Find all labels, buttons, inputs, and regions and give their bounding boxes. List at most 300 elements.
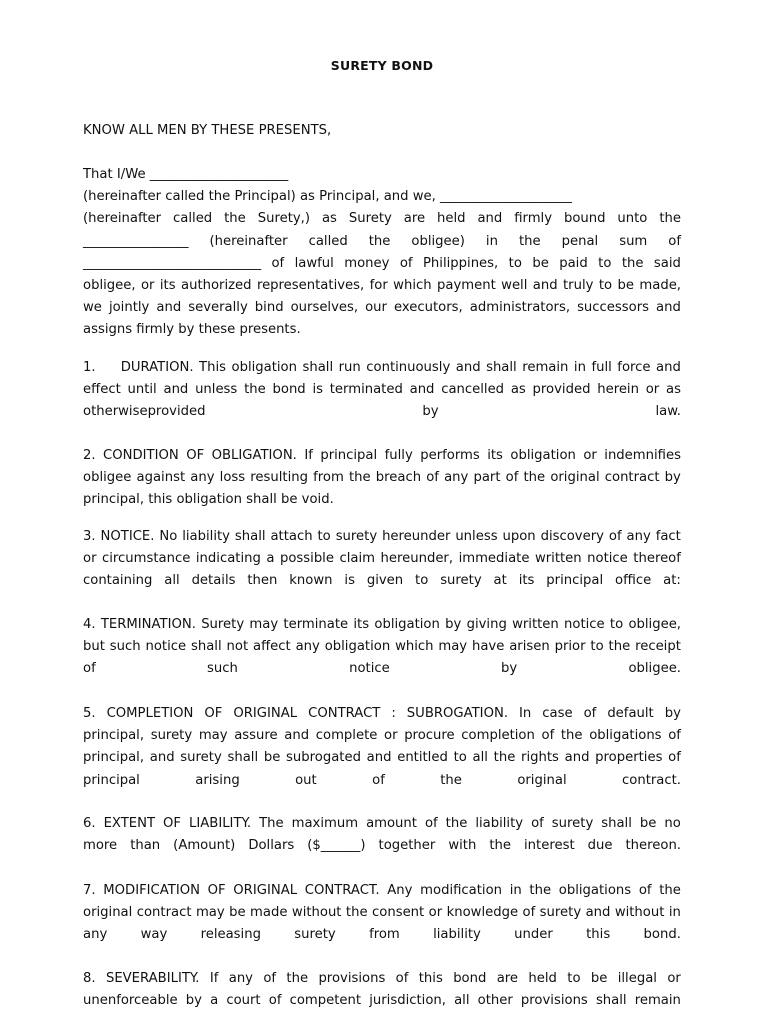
word: This bbox=[199, 360, 226, 375]
word: modification bbox=[420, 883, 503, 898]
word: to bbox=[598, 255, 612, 271]
clause-line bbox=[83, 902, 681, 924]
word: may bbox=[438, 639, 468, 655]
clause-notice bbox=[83, 526, 681, 593]
word: all bbox=[164, 573, 180, 589]
word: or bbox=[140, 278, 155, 294]
word: its bbox=[159, 278, 176, 294]
word: which bbox=[395, 639, 434, 655]
word: office bbox=[615, 573, 652, 589]
clause-line bbox=[83, 813, 681, 835]
word: resulting bbox=[250, 470, 308, 486]
word: of bbox=[426, 470, 439, 486]
word: 1. DURATION. bbox=[83, 360, 194, 375]
word: well bbox=[501, 278, 528, 294]
word: shall bbox=[234, 529, 266, 544]
word: COMPLETION bbox=[106, 706, 194, 721]
word: written bbox=[534, 551, 582, 567]
word: terminated bbox=[329, 382, 403, 398]
word: 2. bbox=[83, 448, 96, 463]
word: arisen bbox=[509, 639, 550, 655]
word: jurisdiction, bbox=[369, 993, 446, 1009]
word: full bbox=[591, 360, 612, 375]
word: and bbox=[409, 382, 435, 398]
word: to bbox=[567, 971, 581, 986]
word: CONDITION bbox=[103, 448, 179, 463]
word: TERMINATION. bbox=[100, 617, 196, 632]
word: by bbox=[664, 470, 681, 486]
word: Any bbox=[387, 883, 413, 898]
word: we bbox=[83, 300, 102, 316]
clause-line bbox=[83, 770, 681, 792]
clause-line bbox=[83, 924, 681, 946]
word: : bbox=[391, 706, 396, 721]
word: its bbox=[353, 617, 370, 632]
word: and bbox=[156, 300, 182, 316]
word: containing bbox=[83, 573, 153, 589]
word: shall bbox=[227, 750, 259, 766]
word: run bbox=[338, 360, 361, 375]
word: called bbox=[308, 233, 348, 249]
word: and bbox=[656, 360, 681, 375]
word: 4. bbox=[83, 617, 96, 632]
word: any bbox=[190, 470, 215, 486]
word: and bbox=[163, 382, 189, 398]
word: its bbox=[518, 573, 535, 589]
word: firmly bbox=[514, 211, 553, 227]
word: the bbox=[224, 211, 246, 227]
word: No bbox=[159, 529, 178, 544]
word: prior bbox=[554, 639, 586, 655]
word: hereunder, bbox=[380, 551, 454, 567]
word: procure bbox=[404, 728, 455, 744]
clause-condition-of-obligation bbox=[83, 445, 681, 512]
word: 3. bbox=[83, 529, 96, 544]
word: ORIGINAL bbox=[233, 883, 298, 898]
word: sum bbox=[619, 233, 648, 249]
word: illegal bbox=[617, 971, 657, 986]
word: in bbox=[485, 233, 498, 249]
word: shall bbox=[486, 360, 517, 375]
word: performs bbox=[420, 448, 480, 463]
word: of bbox=[522, 905, 536, 921]
word: of bbox=[531, 816, 544, 831]
word: upon bbox=[502, 529, 536, 544]
word: the bbox=[348, 470, 371, 486]
word: indicating bbox=[195, 551, 261, 567]
word: obligee. bbox=[628, 661, 681, 677]
word: loss bbox=[219, 470, 246, 486]
word: or bbox=[667, 971, 681, 986]
word: to bbox=[508, 255, 522, 271]
word: OF bbox=[207, 883, 226, 898]
clause-modification-of-original-contract bbox=[83, 880, 681, 947]
word: subrogated bbox=[286, 750, 361, 766]
word: provisions bbox=[318, 971, 386, 986]
word: amount bbox=[366, 816, 417, 831]
word: under bbox=[514, 927, 553, 943]
clause-line bbox=[83, 835, 681, 857]
word: complete bbox=[315, 728, 378, 744]
word: of bbox=[638, 883, 652, 898]
word: giving bbox=[466, 617, 507, 632]
word: to bbox=[453, 750, 467, 766]
clause-line bbox=[83, 880, 681, 902]
word: effect bbox=[83, 382, 121, 398]
word: principal bbox=[546, 573, 604, 589]
word: surety bbox=[440, 573, 482, 589]
word: or bbox=[384, 728, 398, 744]
word: and bbox=[455, 360, 481, 375]
opening-line: (hereinafter called the Principal) as Principal, and we, ____________________ bbox=[83, 189, 572, 205]
word: to bbox=[415, 573, 429, 589]
word: and bbox=[564, 750, 590, 766]
word: be bbox=[590, 971, 608, 986]
word: to bbox=[609, 617, 624, 632]
word: ___________________________ bbox=[83, 255, 262, 271]
word: is bbox=[344, 573, 355, 589]
word: remain bbox=[634, 993, 681, 1009]
word: be bbox=[263, 750, 281, 766]
word: affect bbox=[253, 639, 291, 655]
word: the bbox=[529, 883, 552, 898]
clause-line bbox=[83, 379, 681, 401]
word: at: bbox=[663, 573, 681, 589]
word: of bbox=[505, 470, 519, 486]
word: then bbox=[247, 573, 278, 589]
word: In bbox=[519, 706, 532, 721]
word: from bbox=[369, 927, 400, 943]
word: of bbox=[268, 993, 282, 1009]
word: principal bbox=[320, 448, 378, 463]
word: given bbox=[366, 573, 404, 589]
word: with bbox=[448, 838, 477, 854]
word: cancelled bbox=[441, 382, 505, 398]
word: court bbox=[226, 993, 261, 1009]
word: the bbox=[445, 816, 468, 831]
word: LIABILITY. bbox=[189, 816, 252, 831]
word: rights bbox=[521, 750, 559, 766]
clause-termination bbox=[83, 614, 681, 681]
word: together bbox=[378, 838, 436, 854]
word: as bbox=[510, 382, 526, 398]
word: are bbox=[403, 211, 426, 227]
word: due bbox=[587, 838, 613, 854]
word: obligations bbox=[589, 728, 662, 744]
word: thereon. bbox=[625, 838, 681, 854]
word: ________________ bbox=[83, 233, 189, 249]
clause-duration bbox=[83, 357, 681, 424]
word: authorized bbox=[181, 278, 252, 294]
word: the bbox=[345, 905, 368, 921]
word: may bbox=[198, 728, 228, 744]
word: Dollars bbox=[248, 838, 295, 854]
word: any bbox=[228, 971, 253, 986]
word: OBLIGATION. bbox=[211, 448, 297, 463]
word: are bbox=[496, 971, 519, 986]
word: the bbox=[489, 838, 511, 854]
word: hereunder bbox=[382, 529, 451, 544]
word: (hereinafter bbox=[209, 233, 288, 249]
clause-extent-of-liability bbox=[83, 813, 681, 857]
clause-line bbox=[83, 968, 681, 990]
word: payment bbox=[437, 278, 496, 294]
word: without bbox=[291, 905, 342, 921]
word: possible bbox=[279, 551, 334, 567]
word: without bbox=[614, 905, 665, 921]
word: NOTICE. bbox=[100, 529, 155, 544]
intro-line: KNOW ALL MEN BY THESE PRESENTS, bbox=[83, 123, 332, 138]
word: 7. bbox=[83, 883, 96, 898]
word: the bbox=[560, 728, 583, 744]
word: principal, bbox=[83, 750, 145, 766]
intro-heading bbox=[83, 120, 681, 142]
word: money bbox=[344, 255, 390, 271]
word: not bbox=[226, 639, 249, 655]
word: made, bbox=[639, 278, 681, 294]
word: consent bbox=[372, 905, 425, 921]
word: way bbox=[140, 927, 168, 943]
word: circumstance bbox=[102, 551, 191, 567]
word: bound bbox=[563, 211, 606, 227]
word: liability bbox=[182, 529, 230, 544]
word: attach bbox=[270, 529, 313, 544]
clause-completion-of-original-contract bbox=[83, 703, 681, 792]
word: competent bbox=[289, 993, 362, 1009]
word: bond bbox=[453, 971, 487, 986]
word: releasing bbox=[200, 927, 261, 943]
word: CONTRACT. bbox=[304, 883, 380, 898]
word: receipt bbox=[635, 639, 681, 655]
word: our bbox=[365, 300, 387, 316]
word: obligation bbox=[324, 639, 391, 655]
word: of bbox=[668, 750, 681, 766]
word: claim bbox=[339, 551, 375, 567]
word: fact bbox=[655, 529, 681, 544]
word: shall bbox=[302, 360, 334, 375]
word: and bbox=[585, 905, 611, 921]
word: contract bbox=[136, 905, 192, 921]
clause-line bbox=[83, 357, 681, 379]
word: provided bbox=[532, 382, 591, 398]
word: OF bbox=[204, 706, 223, 721]
word: notice bbox=[145, 639, 187, 655]
word: force bbox=[617, 360, 651, 375]
word: a bbox=[266, 551, 275, 567]
word: such bbox=[109, 639, 141, 655]
word: the bbox=[368, 233, 391, 249]
word: or bbox=[83, 551, 97, 567]
word: maximum bbox=[291, 816, 359, 831]
clause-line bbox=[83, 445, 681, 467]
word: and bbox=[477, 211, 503, 227]
word: obligee, bbox=[628, 617, 681, 632]
word: obligation bbox=[510, 448, 576, 463]
word: paid bbox=[559, 255, 588, 271]
word: Surety,) bbox=[257, 211, 311, 227]
word: other bbox=[477, 993, 513, 1009]
word: part bbox=[473, 470, 501, 486]
clause-line: principal, this obligation shall be void. bbox=[83, 492, 334, 508]
word: or bbox=[645, 382, 660, 398]
clause-line bbox=[83, 725, 681, 747]
word: the bbox=[523, 470, 546, 486]
word: written bbox=[512, 617, 559, 632]
word: successors bbox=[577, 300, 650, 316]
word: notice bbox=[587, 551, 628, 567]
opening-line bbox=[83, 297, 681, 319]
word: unenforceable bbox=[83, 993, 178, 1009]
word: If bbox=[304, 448, 313, 463]
word: the bbox=[440, 772, 462, 788]
word: remain bbox=[522, 360, 569, 375]
word: all bbox=[472, 750, 488, 766]
word: may bbox=[249, 617, 279, 632]
opening-line bbox=[83, 275, 681, 297]
word: original bbox=[550, 470, 600, 486]
word: notice bbox=[349, 661, 390, 677]
word: from bbox=[313, 470, 344, 486]
word: details bbox=[191, 573, 236, 589]
word: at bbox=[493, 573, 507, 589]
opening-line bbox=[83, 253, 681, 275]
word: to bbox=[317, 529, 331, 544]
word: obligee) bbox=[411, 233, 465, 249]
word: in bbox=[509, 883, 522, 898]
word: obligations bbox=[558, 883, 632, 898]
word: thereof bbox=[633, 551, 681, 567]
word: SUBROGATION. bbox=[406, 706, 509, 721]
word: by bbox=[445, 617, 462, 632]
word: breach bbox=[375, 470, 422, 486]
clause-line bbox=[83, 636, 681, 658]
word: this bbox=[586, 927, 611, 943]
word: and bbox=[532, 278, 558, 294]
word: as bbox=[321, 211, 337, 227]
word: surety bbox=[539, 905, 582, 921]
word: be bbox=[617, 278, 634, 294]
word: Surety bbox=[201, 617, 245, 632]
word: the bbox=[621, 255, 644, 271]
word: lawful bbox=[294, 255, 334, 271]
word: the bbox=[493, 750, 516, 766]
word: shall bbox=[191, 639, 222, 655]
word: principal, bbox=[83, 728, 145, 744]
word: is bbox=[312, 382, 323, 398]
word: completion bbox=[461, 728, 535, 744]
word: jointly bbox=[108, 300, 150, 316]
word: of bbox=[83, 661, 96, 677]
word: 5. bbox=[83, 706, 96, 721]
word: If bbox=[209, 971, 219, 986]
word: obligation bbox=[231, 360, 297, 375]
word: in bbox=[573, 360, 586, 375]
clause-line bbox=[83, 614, 681, 636]
word: the bbox=[286, 971, 309, 986]
word: any bbox=[83, 927, 108, 943]
word: of bbox=[424, 816, 438, 831]
word: which bbox=[393, 278, 432, 294]
word: representatives, bbox=[256, 278, 365, 294]
word: EXTENT bbox=[103, 816, 156, 831]
word: ORIGINAL bbox=[233, 706, 298, 721]
word: principal bbox=[83, 772, 140, 788]
word: be bbox=[639, 816, 657, 831]
word: of bbox=[399, 255, 413, 271]
word: of bbox=[668, 233, 681, 249]
clause-line bbox=[83, 467, 681, 489]
word: of bbox=[583, 706, 597, 721]
word: and bbox=[149, 750, 175, 766]
word: said bbox=[653, 255, 681, 271]
opening-line bbox=[83, 231, 681, 253]
word: (hereinafter bbox=[83, 211, 162, 227]
word: herein bbox=[597, 382, 639, 398]
word: to bbox=[590, 639, 604, 655]
word: of bbox=[395, 971, 409, 986]
word: or bbox=[428, 905, 443, 921]
word: obligee, bbox=[83, 278, 136, 294]
word: indemnifies bbox=[604, 448, 681, 463]
word: case bbox=[542, 706, 573, 721]
word: unless bbox=[195, 382, 238, 398]
word: fully bbox=[384, 448, 413, 463]
word: the bbox=[244, 382, 266, 398]
document-title: SURETY BOND bbox=[330, 58, 434, 73]
word: CONTRACT bbox=[308, 706, 381, 721]
word: held bbox=[437, 211, 466, 227]
word: Philippines, bbox=[422, 255, 499, 271]
word: notice bbox=[564, 617, 605, 632]
word: contract. bbox=[622, 772, 681, 788]
clause-line bbox=[83, 658, 681, 680]
word: its bbox=[487, 448, 503, 463]
word: terminate bbox=[283, 617, 349, 632]
word: this bbox=[418, 971, 443, 986]
clause-line bbox=[83, 570, 681, 592]
word: by bbox=[185, 993, 202, 1009]
word: of bbox=[263, 971, 277, 986]
word: more bbox=[83, 838, 118, 854]
word: provisions bbox=[520, 993, 588, 1009]
word: in bbox=[668, 905, 681, 921]
word: or bbox=[583, 448, 597, 463]
word: bond. bbox=[643, 927, 681, 943]
opening-line bbox=[83, 208, 681, 230]
word: may bbox=[195, 905, 225, 921]
word: unless bbox=[455, 529, 498, 544]
word: and bbox=[284, 728, 310, 744]
word: interest bbox=[524, 838, 575, 854]
word: have bbox=[471, 639, 505, 655]
word: default bbox=[607, 706, 654, 721]
word: immediate bbox=[458, 551, 530, 567]
word: surety bbox=[180, 750, 222, 766]
opening-line: assigns firmly by these presents. bbox=[83, 322, 301, 338]
word: known bbox=[289, 573, 333, 589]
word: continuously bbox=[366, 360, 451, 375]
clause-line bbox=[83, 401, 681, 423]
word: executors, bbox=[394, 300, 463, 316]
word: otherwiseprovided bbox=[83, 404, 206, 420]
word: surety bbox=[150, 728, 193, 744]
clause-line bbox=[83, 548, 681, 570]
clause-line bbox=[83, 990, 681, 1012]
clause-line bbox=[83, 703, 681, 725]
word: bind bbox=[254, 300, 284, 316]
word: a bbox=[210, 993, 219, 1009]
word: the bbox=[659, 211, 681, 227]
